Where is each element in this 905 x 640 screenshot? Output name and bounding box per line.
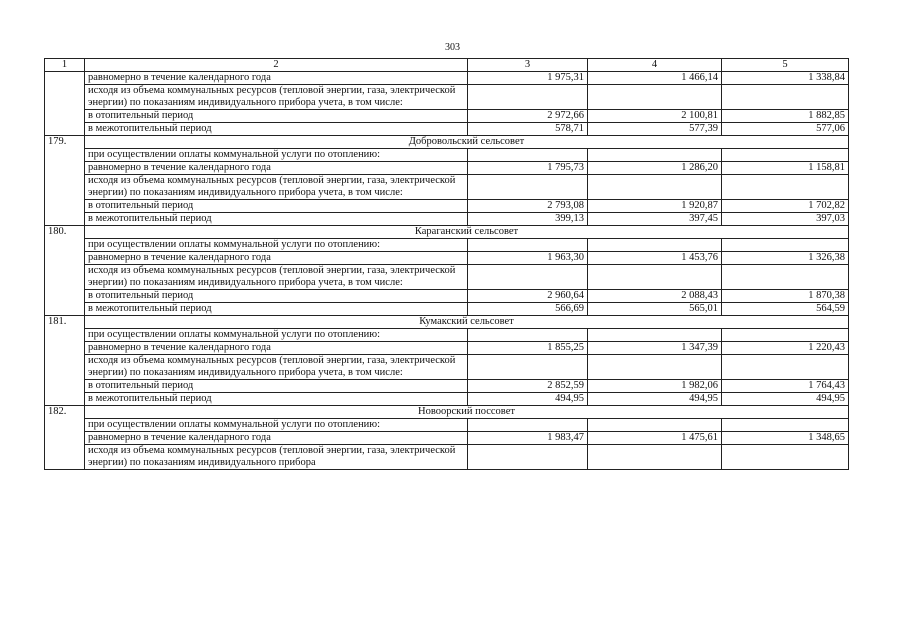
value-cell: 1 982,06 [588, 380, 722, 393]
value-cell: 1 347,39 [588, 342, 722, 355]
value-cell: 1 870,38 [722, 290, 849, 303]
table-row [45, 342, 849, 355]
section-intro-row [45, 239, 849, 252]
value-cell: 566,69 [468, 303, 588, 316]
value-cell [722, 175, 849, 200]
value-cell [588, 419, 722, 432]
table-row [45, 252, 849, 265]
header-cell: 1 [45, 59, 85, 72]
table-row [45, 72, 849, 85]
table-row [45, 290, 849, 303]
table-row [45, 355, 849, 380]
row-label: в межотопительный период [85, 123, 468, 136]
value-cell [722, 149, 849, 162]
value-cell: 1 286,20 [588, 162, 722, 175]
value-cell: 1 764,43 [722, 380, 849, 393]
table-row [45, 432, 849, 445]
value-cell: 397,03 [722, 213, 849, 226]
table-row [45, 200, 849, 213]
row-label: в межотопительный период [85, 393, 468, 406]
row-label: исходя из объема коммунальных ресурсов (тепловой энергии, газа, электрической энергии) по показаниям индивидуального прибора учета, в том числе: [85, 355, 468, 380]
section-title-row [45, 226, 849, 239]
value-cell: 399,13 [468, 213, 588, 226]
value-cell [588, 85, 722, 110]
value-cell: 1 220,43 [722, 342, 849, 355]
table-row [45, 162, 849, 175]
table-row [45, 123, 849, 136]
section-intro-row [45, 149, 849, 162]
value-cell: 1 882,85 [722, 110, 849, 123]
value-cell: 1 855,25 [468, 342, 588, 355]
value-cell [468, 265, 588, 290]
value-cell: 577,39 [588, 123, 722, 136]
table-row [45, 303, 849, 316]
value-cell [588, 149, 722, 162]
section-number: 182. [45, 406, 85, 470]
value-cell: 494,95 [722, 393, 849, 406]
table-row [45, 213, 849, 226]
value-cell: 494,95 [588, 393, 722, 406]
section-intro-row [45, 419, 849, 432]
row-number-cell [45, 72, 85, 136]
value-cell: 1 348,65 [722, 432, 849, 445]
page-number: 303 [445, 42, 460, 53]
section-title-row [45, 316, 849, 329]
section-title: Новоорский поссовет [85, 406, 849, 419]
table-row [45, 265, 849, 290]
value-cell: 1 795,73 [468, 162, 588, 175]
section-number: 181. [45, 316, 85, 406]
row-label: равномерно в течение календарного года [85, 252, 468, 265]
row-label: равномерно в течение календарного года [85, 162, 468, 175]
value-cell: 1 975,31 [468, 72, 588, 85]
row-label: при осуществлении оплаты коммунальной услуги по отоплению: [85, 329, 468, 342]
value-cell: 1 453,76 [588, 252, 722, 265]
value-cell [722, 239, 849, 252]
value-cell: 1 158,81 [722, 162, 849, 175]
value-cell [588, 355, 722, 380]
row-label: исходя из объема коммунальных ресурсов (тепловой энергии, газа, электрической энергии) по показаниям индивидуального прибора учета, в том числе: [85, 85, 468, 110]
value-cell [468, 239, 588, 252]
value-cell [722, 419, 849, 432]
value-cell: 565,01 [588, 303, 722, 316]
value-cell [722, 85, 849, 110]
value-cell [588, 175, 722, 200]
row-label: в отопительный период [85, 110, 468, 123]
value-cell: 1 920,87 [588, 200, 722, 213]
value-cell [468, 85, 588, 110]
value-cell [468, 149, 588, 162]
section-number: 180. [45, 226, 85, 316]
row-label: исходя из объема коммунальных ресурсов (тепловой энергии, газа, электрической энергии) по показаниям индивидуального прибора учета, в том числе: [85, 265, 468, 290]
table-row [45, 445, 849, 470]
row-label: в межотопительный период [85, 303, 468, 316]
section-intro-row [45, 329, 849, 342]
value-cell: 1 475,61 [588, 432, 722, 445]
row-label: при осуществлении оплаты коммунальной услуги по отоплению: [85, 239, 468, 252]
row-label: при осуществлении оплаты коммунальной услуги по отоплению: [85, 419, 468, 432]
value-cell: 2 088,43 [588, 290, 722, 303]
value-cell: 2 972,66 [468, 110, 588, 123]
table-row [45, 175, 849, 200]
value-cell [722, 355, 849, 380]
value-cell [588, 239, 722, 252]
value-cell: 397,45 [588, 213, 722, 226]
table-row [45, 85, 849, 110]
section-title: Добровольский сельсовет [85, 136, 849, 149]
row-label: равномерно в течение календарного года [85, 432, 468, 445]
value-cell [468, 419, 588, 432]
value-cell: 1 466,14 [588, 72, 722, 85]
row-label: равномерно в течение календарного года [85, 72, 468, 85]
header-row [45, 59, 849, 72]
value-cell: 1 963,30 [468, 252, 588, 265]
value-cell [588, 329, 722, 342]
row-label: исходя из объема коммунальных ресурсов (тепловой энергии, газа, электрической энергии) по показаниям индивидуального прибора учета, в том числе: [85, 175, 468, 200]
value-cell: 564,59 [722, 303, 849, 316]
section-title-row [45, 406, 849, 419]
row-label: в отопительный период [85, 380, 468, 393]
value-cell [722, 329, 849, 342]
header-cell: 3 [468, 59, 588, 72]
value-cell: 2 960,64 [468, 290, 588, 303]
value-cell [588, 265, 722, 290]
value-cell [468, 445, 588, 470]
section-number: 179. [45, 136, 85, 226]
header-cell: 5 [722, 59, 849, 72]
value-cell: 578,71 [468, 123, 588, 136]
header-cell: 4 [588, 59, 722, 72]
value-cell [468, 329, 588, 342]
value-cell [722, 445, 849, 470]
value-cell [468, 355, 588, 380]
value-cell [588, 445, 722, 470]
header-cell: 2 [85, 59, 468, 72]
value-cell: 1 338,84 [722, 72, 849, 85]
value-cell: 2 100,81 [588, 110, 722, 123]
row-label: в межотопительный период [85, 213, 468, 226]
section-title: Кумакский сельсовет [85, 316, 849, 329]
row-label: в отопительный период [85, 290, 468, 303]
value-cell [722, 265, 849, 290]
value-cell: 577,06 [722, 123, 849, 136]
section-title-row [45, 136, 849, 149]
value-cell: 1 983,47 [468, 432, 588, 445]
row-label: исходя из объема коммунальных ресурсов (тепловой энергии, газа, электрической энергии) по показаниям индивидуального прибора [85, 445, 468, 470]
table-row [45, 393, 849, 406]
row-label: в отопительный период [85, 200, 468, 213]
value-cell: 2 852,59 [468, 380, 588, 393]
table-row [45, 110, 849, 123]
row-label: при осуществлении оплаты коммунальной услуги по отоплению: [85, 149, 468, 162]
value-cell: 1 702,82 [722, 200, 849, 213]
row-label: равномерно в течение календарного года [85, 342, 468, 355]
value-cell: 1 326,38 [722, 252, 849, 265]
value-cell: 2 793,08 [468, 200, 588, 213]
value-cell: 494,95 [468, 393, 588, 406]
table-row [45, 380, 849, 393]
tariff-table [44, 58, 849, 470]
value-cell [468, 175, 588, 200]
section-title: Караганский сельсовет [85, 226, 849, 239]
